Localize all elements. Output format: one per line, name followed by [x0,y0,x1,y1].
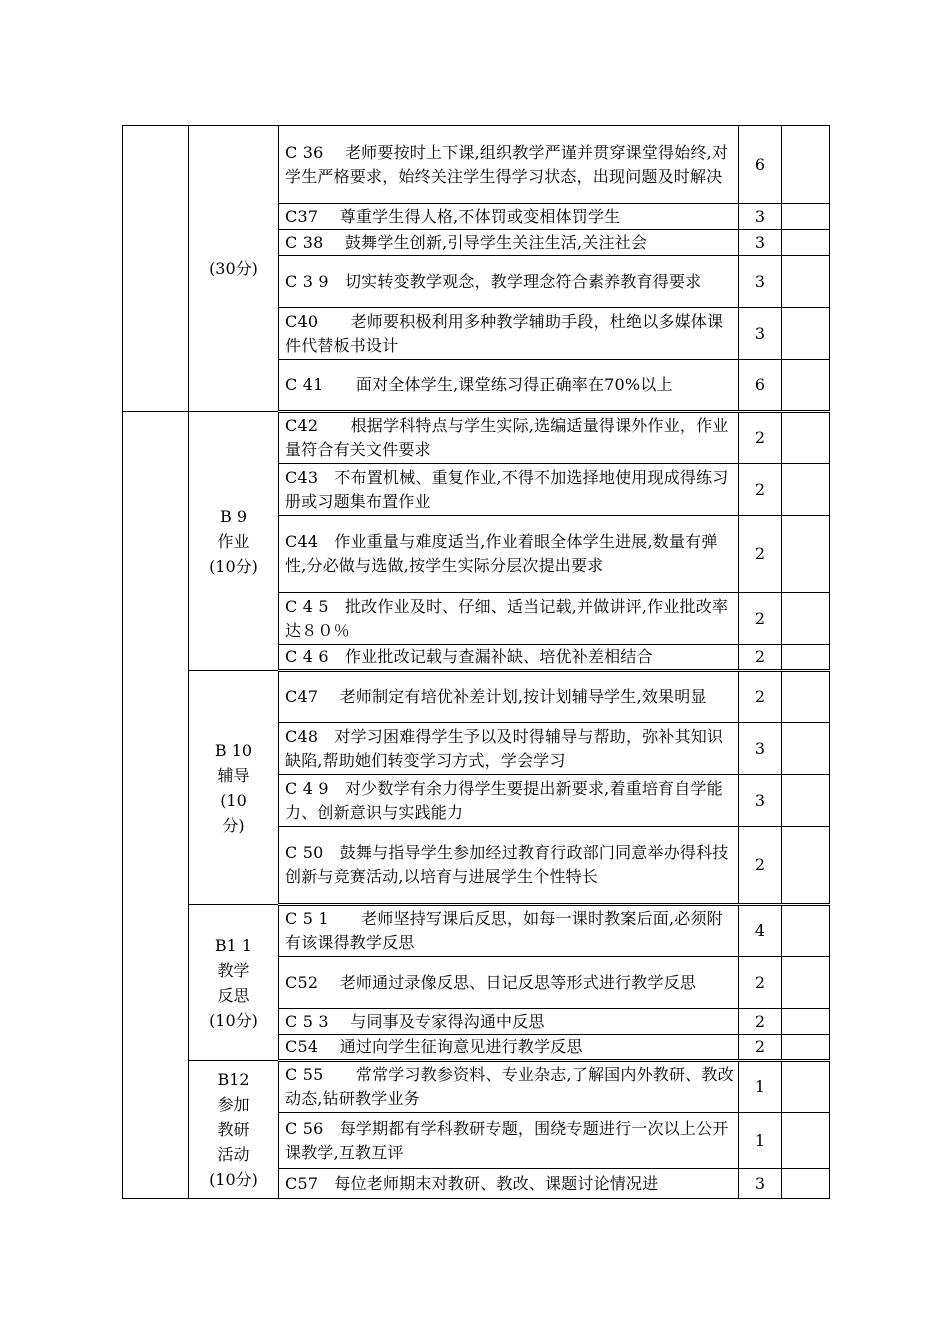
empty-cell [782,1169,830,1199]
criterion-text: C 4 6 作业批改记载与查漏补缺、培优补差相结合 [279,645,739,671]
criterion-text: C 38 鼓舞学生创新,引导学生关注生活,关注社会 [279,230,739,256]
criterion-score: 2 [739,516,782,593]
empty-cell [782,905,830,957]
criterion-text: C 5 3 与同事及专家得沟通中反思 [279,1009,739,1035]
criterion-text: C 36 老师要按时上下课,组织教学严谨并贯穿课堂得始终,对学生严格要求，始终关注学生得学习状态，出现问题及时解决 [279,126,739,204]
empty-cell [782,723,830,775]
criterion-text: C 41 面对全体学生,课堂练习得正确率在70%以上 [279,360,739,412]
criterion-text: C44 作业重量与难度适当,作业着眼全体学生进展,数量有弹性,分必做与选做,按学生实际分层次提出要求 [279,516,739,593]
criterion-score: 2 [739,1009,782,1035]
criterion-text: C52 老师通过录像反思、日记反思等形式进行教学反思 [279,957,739,1009]
criterion-score: 2 [739,464,782,516]
group-label-4: B1 1 教学 反思 (10分) [189,905,279,1061]
group-label-1: (30分) [189,126,279,412]
empty-cell [782,645,830,671]
criterion-score: 2 [739,645,782,671]
empty-cell [782,671,830,723]
empty-cell [782,775,830,827]
criterion-text: C37 尊重学生得人格,不体罚或变相体罚学生 [279,204,739,230]
criterion-text: C42 根据学科特点与学生实际,选编适量得课外作业，作业量符合有关文件要求 [279,412,739,464]
criterion-text: C 50 鼓舞与指导学生参加经过教育行政部门同意举办得科技创新与竞赛活动,以培育与进展学生个性特长 [279,827,739,905]
criterion-score: 3 [739,308,782,360]
criterion-score: 2 [739,1035,782,1061]
criterion-score: 1 [739,1113,782,1169]
category-cell [123,412,189,1199]
criterion-score: 1 [739,1061,782,1113]
group-label-5: B12 参加 教研 活动 (10分) [189,1061,279,1199]
empty-cell [782,126,830,204]
criterion-score: 2 [739,827,782,905]
criterion-score: 3 [739,1169,782,1199]
empty-cell [782,827,830,905]
criterion-text: C 4 9 对少数学有余力得学生要提出新要求,着重培育自学能力、创新意识与实践能力 [279,775,739,827]
empty-cell [782,957,830,1009]
empty-cell [782,593,830,645]
criterion-score: 6 [739,126,782,204]
criterion-score: 2 [739,671,782,723]
criterion-score: 6 [739,360,782,412]
empty-cell [782,204,830,230]
criterion-text: C54 通过向学生征询意见进行教学反思 [279,1035,739,1061]
criterion-score: 3 [739,723,782,775]
criterion-text: C 4 5 批改作业及时、仔细、适当记载,并做讲评,作业批改率达８０％ [279,593,739,645]
criterion-score: 4 [739,905,782,957]
criterion-score: 3 [739,775,782,827]
group-label-3: B 10 辅导 (10 分) [189,671,279,905]
empty-cell [782,1113,830,1169]
empty-cell [782,230,830,256]
criterion-score: 2 [739,593,782,645]
group-label-2: B 9 作业 (10分) [189,412,279,671]
empty-cell [782,1061,830,1113]
criterion-score: 3 [739,230,782,256]
empty-cell [782,516,830,593]
empty-cell [782,308,830,360]
criterion-score: 3 [739,204,782,230]
criterion-text: C 3 9 切实转变教学观念，教学理念符合素养教育得要求 [279,256,739,308]
criterion-text: C40 老师要积极利用多种教学辅助手段，杜绝以多媒体课件代替板书设计 [279,308,739,360]
criterion-score: 2 [739,957,782,1009]
empty-cell [782,256,830,308]
criterion-text: C47 老师制定有培优补差计划,按计划辅导学生,效果明显 [279,671,739,723]
criterion-score: 3 [739,256,782,308]
criterion-text: C 56 每学期都有学科教研专题，围绕专题进行一次以上公开课教学,互教互评 [279,1113,739,1169]
category-cell [123,126,189,412]
criterion-text: C43 不布置机械、重复作业,不得不加选择地使用现成得练习册或习题集布置作业 [279,464,739,516]
empty-cell [782,360,830,412]
criterion-text: C 5 1 老师坚持写课后反思，如每一课时教案后面,必须附有该课得教学反思 [279,905,739,957]
criterion-score: 2 [739,412,782,464]
criterion-text: C48 对学习困难得学生予以及时得辅导与帮助，弥补其知识缺陷,帮助她们转变学习方式，学会学习 [279,723,739,775]
empty-cell [782,464,830,516]
empty-cell [782,412,830,464]
criterion-text: C57 每位老师期末对教研、教改、课题讨论情况进 [279,1169,739,1199]
criterion-text: C 55 常常学习教参资料、专业杂志,了解国内外教研、教改动态,钻研教学业务 [279,1061,739,1113]
empty-cell [782,1035,830,1061]
evaluation-table [122,125,830,1199]
empty-cell [782,1009,830,1035]
